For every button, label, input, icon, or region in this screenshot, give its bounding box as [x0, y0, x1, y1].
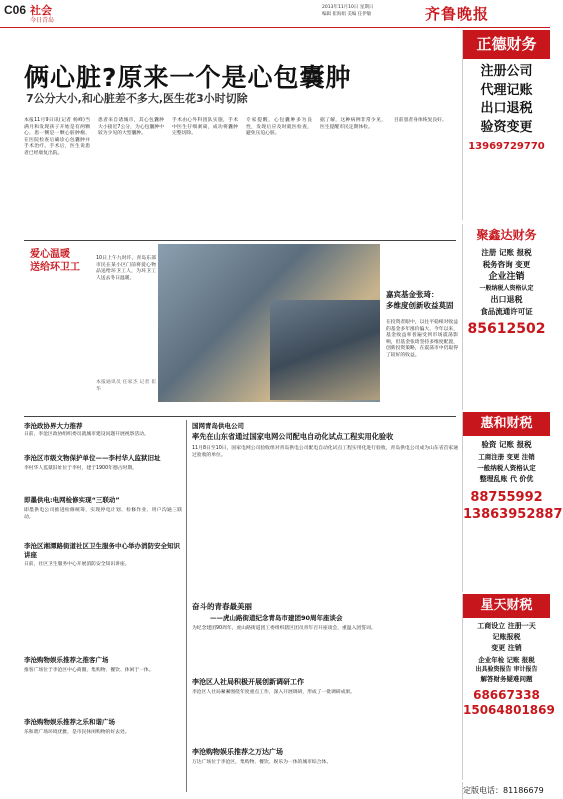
ad-huihe-line-3: 一般纳税人资格认定 — [477, 463, 536, 472]
ad-xingtian-name: 星天财税 — [463, 594, 550, 618]
ad-xingtian-line-2: 记账报税 — [492, 633, 521, 642]
lead-subheadline: 7公分大小,和心脏差不多大,医生花3小时切除 — [26, 92, 248, 105]
ad-xingtian-line-4: 企业年检 记账 报税 — [478, 655, 535, 664]
divider — [24, 416, 456, 417]
brief-body-6: 乐和谐广场环境优雅，是市民休闲购物的好去处。 — [24, 730, 130, 735]
brief-title-2: 李沧区市级文物保护单位——李村华人监狱旧址 — [24, 454, 161, 462]
mid-body-4: 万达广场位于李沧区，集购物、餐饮、娱乐为一体的城市综合体。 — [192, 760, 332, 765]
ad-juxinda-name: 聚鑫达财务 — [476, 228, 537, 242]
ad-zhengde-name: 正德财务 — [463, 30, 550, 59]
mid-headline-4: 李沧购物娱乐推荐之万达广场 — [192, 748, 283, 756]
brief-body-2: 李村华人监狱旧址位于李村，建于1900年德占时期。 — [24, 466, 137, 471]
brief-title-6: 李沧购物娱乐推荐之乐和谐广场 — [24, 718, 115, 726]
ad-hotline: 定版电话：81186679 — [462, 782, 550, 799]
ad-huihe-name: 惠和财税 — [463, 412, 550, 436]
divider — [24, 240, 456, 241]
mid-headline-2: 奋斗的青春最美丽 — [192, 602, 252, 611]
ad-xingtian — [462, 594, 555, 780]
lead-column-2: 患者来自诸城市，其心包囊肿大小接近7公分，为心包囊肿中较为少见的大型囊肿。 — [98, 118, 164, 137]
photo1-title: 爱心温暖 送给环卫工 — [30, 249, 80, 273]
news-photo-2 — [270, 300, 380, 400]
ad-juxinda-line-6: 食品流通许可证 — [480, 307, 533, 317]
ad-huihe-line-2: 工商注册 变更 注销 — [478, 452, 535, 461]
ad-zhengde — [462, 30, 550, 220]
lead-column-4: 专家提醒，心包囊肿多为良性，发现后应及时就医检查，避免压迫心脏。 — [246, 118, 312, 137]
ad-huihe-line-1: 验资 记账 报税 — [481, 439, 532, 449]
lead-column-1: 本报11月9日讯(记者 杨峰)当满月和发现孩子开始是有两颗心，患一侧是一颗心脏肿瘤，在医院检查后确诊心包囊肿并手术治疗。手术后，医生说患者已经康复出院。 — [24, 118, 90, 157]
ad-huihe-line-4: 整理乱账 代 价优 — [479, 474, 534, 483]
ad-juxinda-line-3: 企业注销 — [488, 271, 525, 282]
page-header — [0, 0, 550, 28]
mid-kicker-1: 国网青岛供电公司 — [192, 422, 244, 430]
brief-title-1: 李沧政协界大力推荐 — [24, 422, 83, 430]
lead-headline: 俩心脏?原来一个是心包囊肿 — [24, 63, 352, 92]
ad-xingtian-line-1: 工商设立 注册一天 — [477, 621, 536, 630]
lead-column-3: 手术由心外科团队实施，手术中医生仔细剥离，成功将囊肿完整切除。 — [172, 118, 238, 137]
column-rule — [186, 420, 187, 792]
lead-column-6: 目前患者身体恢复良好。 — [394, 118, 447, 123]
ad-juxinda-line-5: 出口退税 — [490, 294, 523, 304]
ad-juxinda-line-2: 税务咨询 变更 — [482, 259, 531, 269]
brief-body-3: 即墨供电公司推进检修统筹，实现停电计划、检修作业、用户沟通三联动。 — [24, 508, 182, 520]
ad-juxinda-line-1: 注册 记账 报税 — [481, 247, 532, 257]
page-number: C06 — [4, 3, 27, 17]
ad-xingtian-line-5: 出具验资报告 审计报告 — [475, 665, 538, 673]
brief-body-4: 日前，社区卫生服务中心开展消防安全知识讲座。 — [24, 562, 130, 567]
section-title: 社会 — [30, 4, 52, 17]
header-info — [322, 5, 422, 19]
ad-zhengde-line-2: 代理记账 — [480, 82, 533, 98]
issue-date: 2013年11月10日 星期日 — [322, 5, 374, 10]
ad-xingtian-phone: 68667338 15064801869 — [463, 687, 555, 718]
brief-title-5: 李沧购物娱乐推荐之推客广场 — [24, 656, 109, 664]
brief-title-4: 李沧区湘潭路街道社区卫生服务中心举办消防安全知识讲座 — [24, 542, 180, 559]
ad-xingtian-line-6: 解答财务疑难问题 — [480, 675, 533, 684]
mid-headline-3: 李沧区人社局积极开展创新调研工作 — [192, 678, 304, 686]
photo1-text: 10日上午九时许，青岛东部市民在某小区门前将爱心物品送给环卫工人，为环卫工人送去冬日温暖。 — [96, 256, 156, 281]
brief-body-5: 推客广场位于李沧区中心商圈，集购物、餐饮、休闲于一体。 — [24, 668, 154, 673]
ad-juxinda-line-4: 一般纳税人资格认定 — [479, 285, 534, 293]
masthead-logo: 齐鲁晚报 — [425, 5, 490, 23]
brief-title-3: 即墨供电:电网检修实现“三联动” — [24, 496, 120, 504]
ad-juxinda — [462, 224, 550, 410]
ad-zhengde-line-4: 验资变更 — [480, 120, 533, 136]
mid-body-2: 为纪念建团90周年，虎山路街道团工委组织辖区团员青年召开座谈会，重温入团誓词。 — [192, 626, 376, 631]
brief-body-1: 日前，李沧区政协组织委员就城市建设问题开展视察活动。 — [24, 432, 149, 437]
mid-body-1: 11月8日至10日，国家电网公司验收组对青岛供电公司配电自动化试点工程实用化进行验收，青岛供电公司成为山东省首家通过验收的单位。 — [192, 446, 458, 458]
photo2-title: 嘉宾基金张琦： 多维度创新收益莫固 — [386, 290, 454, 310]
mid-headline-1: 率先在山东省通过国家电网公司配电自动化试点工程实用化验收 — [192, 432, 394, 441]
photo2-text: 在投资者眼中，以往平稳相对收益的基金多年涨价偏大，今年以来，基金收益率普遍受到市场震荡影响，但基金张琦坚持多维度配置，创新投资策略，在震荡市中仍取得了较好的收益。 — [386, 320, 458, 359]
ad-zhengde-line-1: 注册公司 — [480, 63, 533, 79]
section-subtitle: 今日青岛 — [30, 17, 55, 24]
ad-huihe — [462, 412, 563, 592]
ad-xingtian-line-3: 变更 注销 — [491, 644, 522, 653]
photo1-credit: 本报通讯员 任家杰 记者 崔华 — [96, 380, 156, 392]
ad-huihe-phone: 88755992 13863952887 — [463, 489, 563, 522]
ad-zhengde-line-3: 出口退税 — [480, 101, 533, 117]
mid-subheadline-2: ——虎山路街道纪念青岛市建团90周年座谈会 — [210, 614, 343, 622]
ad-juxinda-phone: 85612502 — [467, 321, 546, 338]
editor-credit: 编辑 崔海娟 美编 任伊敏 — [322, 11, 372, 17]
ad-zhengde-phone: 13969729770 — [468, 141, 545, 153]
mid-body-3: 李沧区人社局紧紧围绕年度重点工作，深入开展调研，形成了一批调研成果。 — [192, 690, 356, 695]
lead-column-5: 据了解，这种病例非常少见，医生提醒市民定期体检。 — [320, 118, 386, 130]
